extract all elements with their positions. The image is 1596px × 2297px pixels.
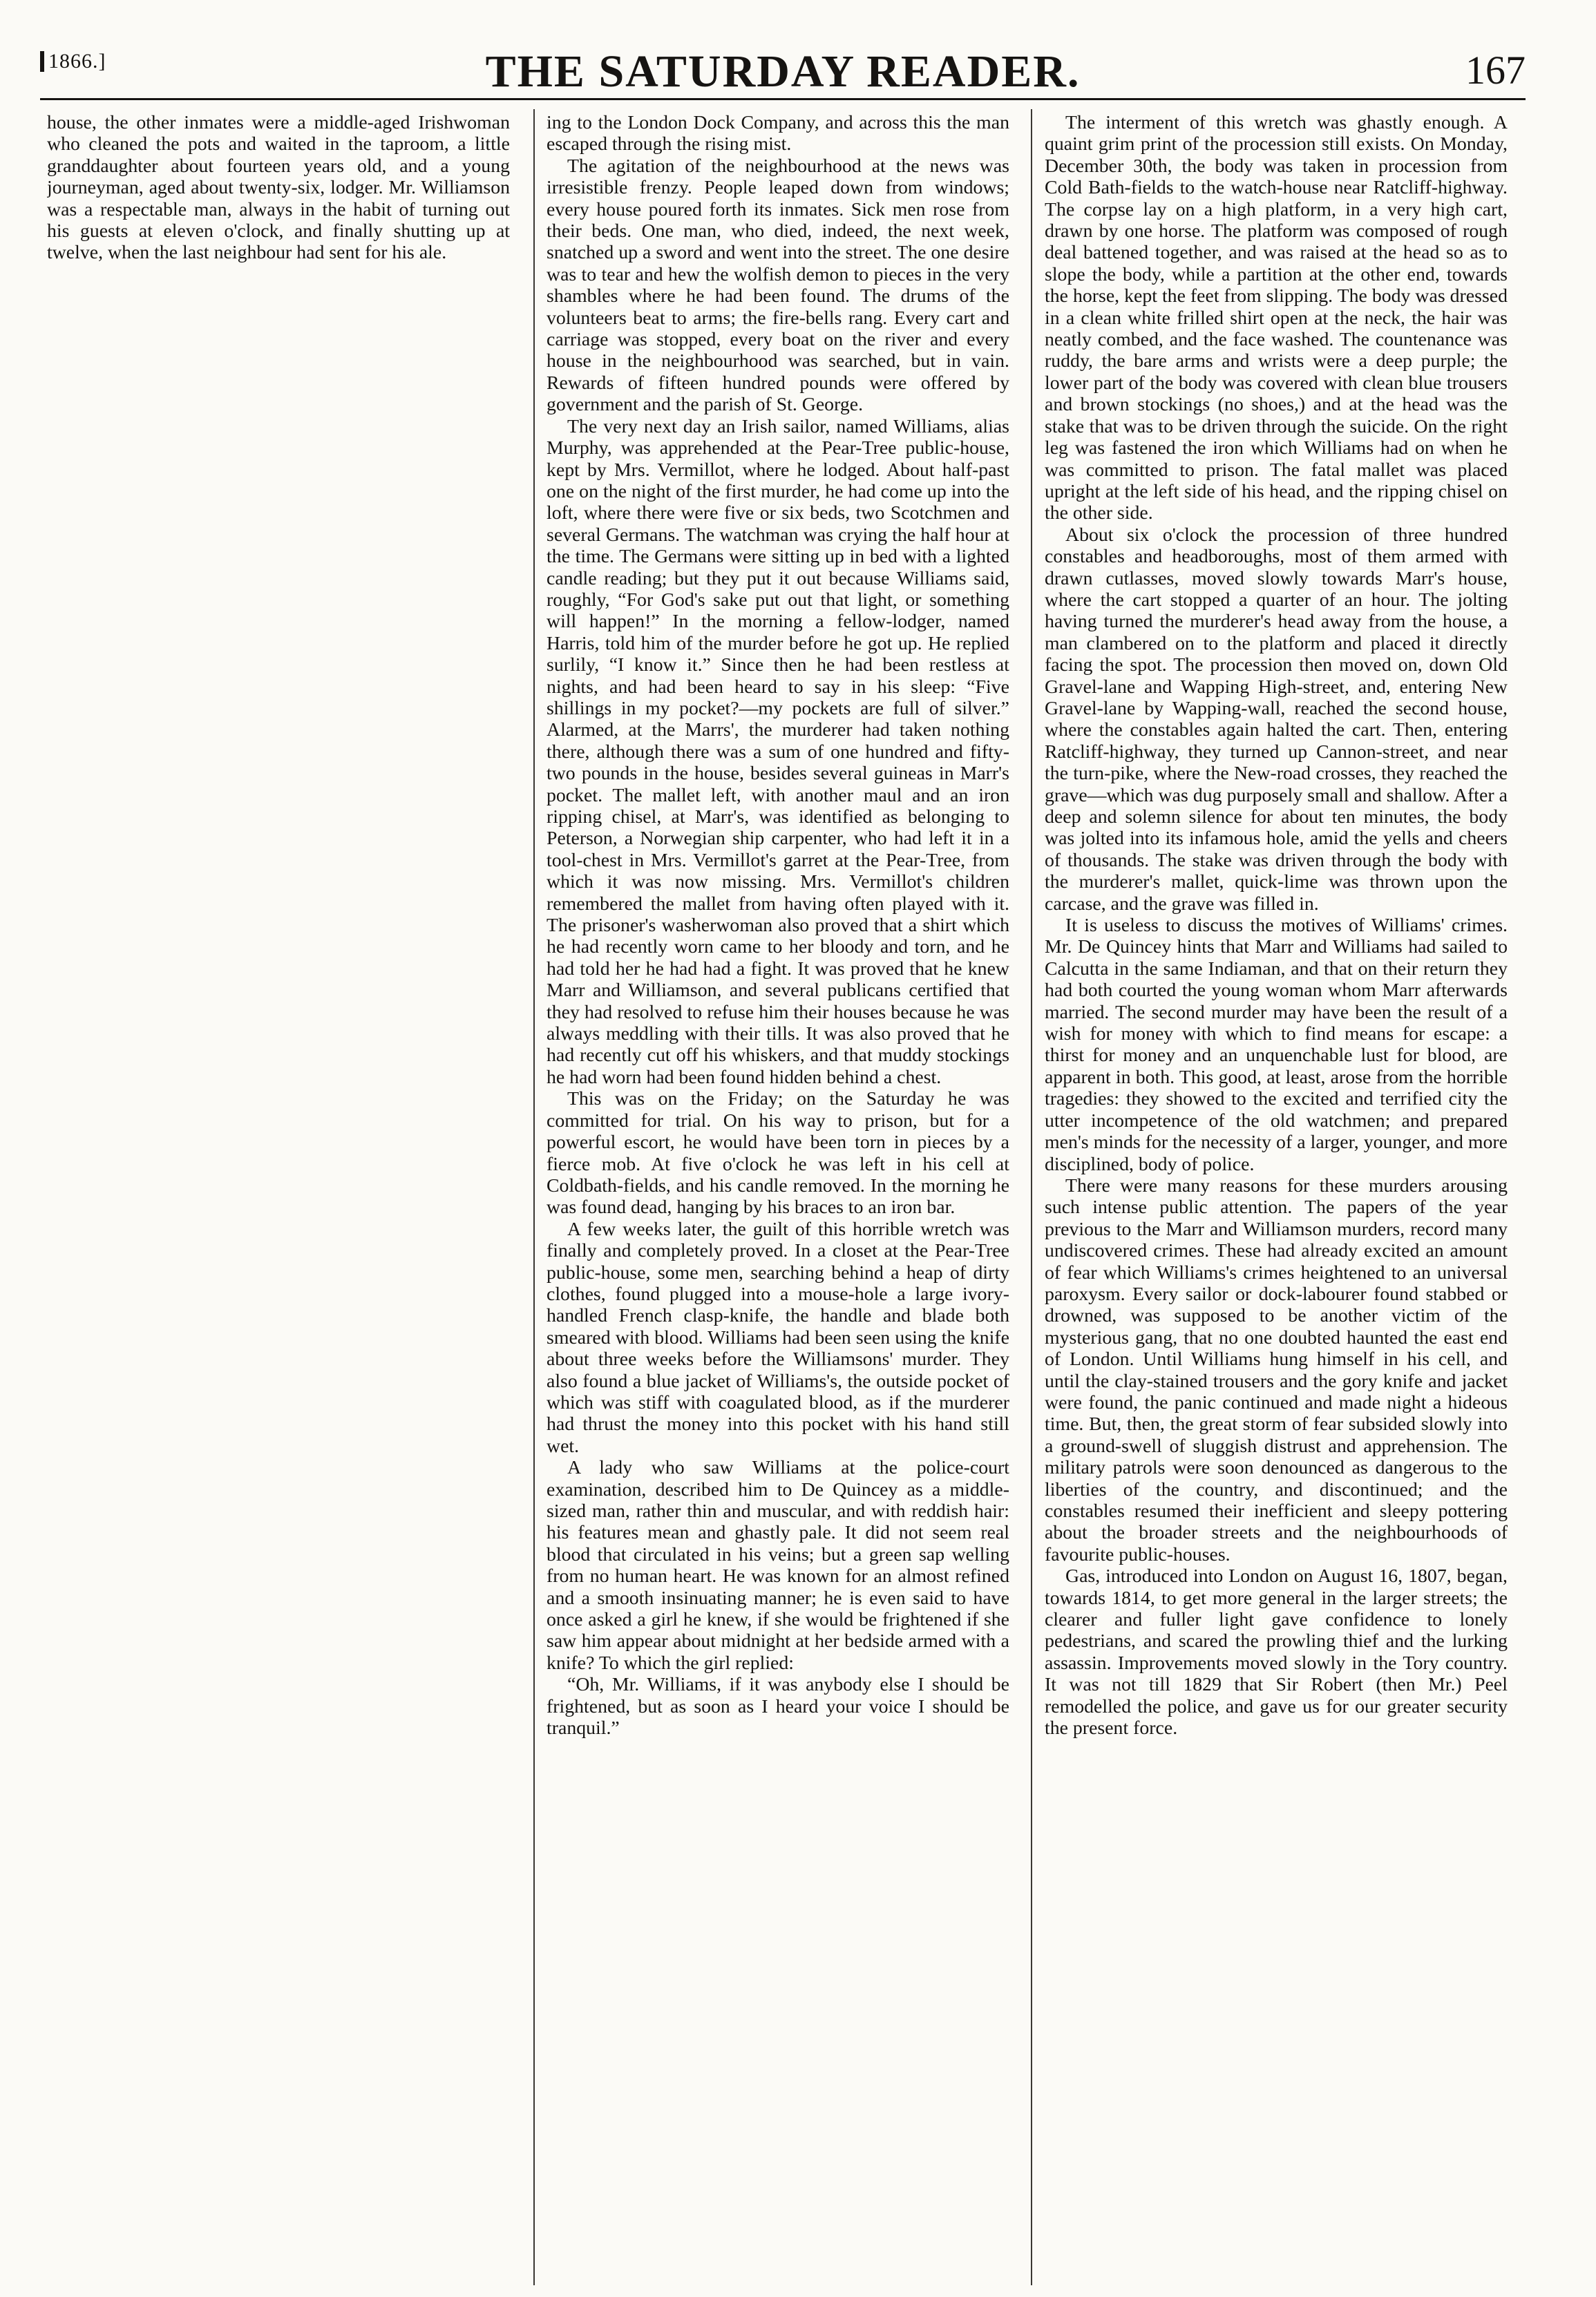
paragraph: The interment of this wretch was ghastly enough. A quaint grim print of the procession still exists. On Monday, December 30th, the body was taken in procession from Cold Bath-fields to the watch-house near Ratcliff-highway. The corpse lay on a high platform, in a very high cart, drawn by one horse. The platform was composed of rough deal battened together, and was raised at the head so as to slope the body, while a partition at the other end, towards the horse, kept the feet from slipping. The body was dressed in a clean white frilled shirt open at the neck, the hair was neatly combed, and the face washed. The countenance was ruddy, the bare arms and wrists were a deep purple; the lower part of the body was covered with clean blue trousers and brown stockings (no shoes,) and at the head was the stake that was to be driven through the suicide. On the right leg was fastened the iron which Williams had on when he was committed to prison. The fatal mallet was placed upright at the left side of his head, and the ripping chisel on the other side. — [1045, 112, 1508, 524]
paragraph: Gas, introduced into London on August 16, 1807, began, towards 1814, to get more general in the larger streets; the clearer and fuller light gave confidence to lonely pedestrians, and scared the prowling thief and the lurking assassin. Improvements moved slowly in the Tory country. It was not till 1829 that Sir Robert (then Mr.) Peel remodelled the police, and gave us for our greater security the present force. — [1045, 1565, 1508, 1740]
header-rule — [40, 98, 1526, 100]
paragraph: ing to the London Dock Company, and across this the man escaped through the rising mist. — [547, 112, 1009, 155]
publication-title: THE SATURDAY READER. — [485, 46, 1081, 97]
column-divider — [533, 109, 535, 2285]
paragraph: The very next day an Irish sailor, named Williams, alias Murphy, was apprehended at the Pear-Tree public-house, kept by Mrs. Vermillot, where he lodged. About half-past one on the night of the first murder, he had come up into the loft, where there were five or six beds, two Scotchmen and several Germans. The watchman was crying the half hour at the time. The Germans were sitting up in bed with a lighted candle reading; but they put it out because Williams said, roughly, “For God's sake put out that light, or something will happen!” In the morning a fellow-lodger, named Harris, told him of the murder before he got up. He replied surlily, “I know it.” Since then he had been restless at nights, and had been heard to say in his sleep: “Five shillings in my pocket?—my pockets are full of silver.” Alarmed, at the Marrs', the murderer had taken nothing there, although there was a sum of one hundred and fifty-two pounds in the house, besides several guineas in Marr's pocket. The mallet left, with another maul and an iron ripping chisel, at Marr's, was identified as belonging to Peterson, a Norwegian ship carpenter, who had left it in a tool-chest in Mrs. Vermillot's garret at the Pear-Tree, from which it was now missing. Mrs. Vermillot's children remembered the mallet from having often played with it. The prisoner's washerwoman also proved that a shirt which he had recently worn came to her bloody and torn, and he had told her he had had a fight. It was proved that he knew Marr and Williamson, and several publicans certified that they had resolved to refuse him their houses because he was always meddling with their tills. It was also proved that he had recently cut off his whiskers, and that muddy stockings he had worn had been found hidden behind a chest. — [547, 415, 1009, 1088]
paragraph: A few weeks later, the guilt of this horrible wretch was finally and completely proved. In a closet at the Pear-Tree public-house, some men, searching behind a heap of dirty clothes, found plugged into a mouse-hole a large ivory-handled French clasp-knife, the handle and blade both smeared with blood. Williams had been seen using the knife about three weeks before the Williamsons' murder. They also found a blue jacket of Williams's, the outside pocket of which was stiff with coagulated blood, as if the murderer had thrust the money into this pocket with his hand still wet. — [547, 1218, 1009, 1457]
page-number: 167 — [1465, 48, 1526, 93]
paragraph: It is useless to discuss the motives of Williams' crimes. Mr. De Quincey hints that Marr and Williams had sailed to Calcutta in the same Indiaman, and that on their return they had both courted the young woman whom Marr afterwards married. The second murder may have been the result of a wish for money with which to find means for escape: a thirst for money and an unquenchable lust for blood, are apparent in both. This good, at least, arose from the horrible tragedies: they showed to the excited and terrified city the utter incompetence of the old watchmen; and prepared men's minds for the necessity of a larger, younger, and more disciplined, body of police. — [1045, 915, 1508, 1175]
page-header — [40, 21, 1526, 104]
issue-year: 1866.] — [40, 51, 106, 72]
text-column-2 — [547, 112, 1009, 2281]
column-divider — [1031, 109, 1032, 2285]
paragraph: This was on the Friday; on the Saturday he was committed for trial. On his way to prison, but for a powerful escort, he would have been torn in pieces by a fierce mob. At five o'clock he was left in his cell at Coldbath-fields, and his candle removed. In the morning he was found dead, hanging by his braces to an iron bar. — [547, 1088, 1009, 1219]
paragraph: There were many reasons for these murders arousing such intense public attention. The papers of the year previous to the Marr and Williamson murders, record many undiscovered crimes. These had already excited an amount of fear which Williams's crimes heightened to an universal paroxysm. Every sailor or dock-labourer found stabbed or drowned, was supposed to be another victim of the mysterious gang, that no one doubted haunted the east end of London. Until Williams hung himself in his cell, and until the clay-stained trousers and the gory knife and jacket were found, the panic continued and made night a hideous time. But, then, the great storm of fear subsided slowly into a ground-swell of sluggish distrust and apprehension. The military patrols were soon denounced as dangerous to the liberties of the country, and discontinued; and the constables resumed their inefficient and sleepy pottering about the broader streets and the neighbourhoods of favourite public-houses. — [1045, 1174, 1508, 1565]
paragraph: The agitation of the neighbourhood at the news was irresistible frenzy. People leaped down from windows; every house poured forth its inmates. Sick men rose from their beds. One man, who died, indeed, the next week, snatched up a sword and went into the street. The one desire was to tear and hew the wolfish demon to pieces in the very shambles where he had been found. The drums of the volunteers beat to arms; the fire-bells rang. Every cart and carriage was stopped, every boat on the river and every house in the neighbourhood was searched, but in vain. Rewards of fifteen hundred pounds were offered by government and the parish of St. George. — [547, 155, 1009, 416]
quotation: “Oh, Mr. Williams, if it was anybody else I should be frightened, but as soon as I heard your voice I should be tranquil.” — [547, 1674, 1009, 1740]
text-column-3 — [1045, 112, 1508, 2281]
paragraph: house, the other inmates were a middle-aged Irishwoman who cleaned the pots and waited in the taproom, a little granddaughter about fourteen years old, and a young journeyman, aged about twenty-six, lodger. Mr. Williamson was a respectable man, always in the habit of turning out his guests at eleven o'clock, and finally shutting up at twelve, when the last neighbour had sent for his ale. — [47, 112, 510, 264]
paragraph: A lady who saw Williams at the police-court examination, described him to De Quincey as a middle-sized man, rather thin and muscular, and with reddish hair: his features mean and ghastly pale. It did not seem real blood that circulated in his veins; but a green sap welling from no human heart. He was known for an almost refined and a smooth insinuating manner; he is even said to have once asked a girl he knew, if she would be frightened if she saw him appear about midnight at her bedside armed with a knife? To which the girl replied: — [547, 1457, 1009, 1674]
text-column-1 — [47, 112, 510, 2281]
paragraph: About six o'clock the procession of three hundred constables and headboroughs, most of them armed with drawn cutlasses, moved slowly towards Marr's house, where the cart stopped a quarter of an hour. The jolting having turned the murderer's head away from the house, a man clambered on to the platform and placed it directly facing the spot. The procession then moved on, down Old Gravel-lane and Wapping High-street, and, entering New Gravel-lane by Wapping-wall, reached the second house, where the constables again halted the cart. Then, entering Ratcliff-highway, they turned up Cannon-street, and near the turn-pike, where the New-road crosses, they reached the grave—which was dug purposely small and shallow. After a deep and solemn silence for about ten minutes, the body was jolted into its infamous hole, amid the yells and cheers of thousands. The stake was driven through the body with the murderer's mallet, quick-lime was thrown upon the carcase, and the grave was filled in. — [1045, 524, 1508, 915]
